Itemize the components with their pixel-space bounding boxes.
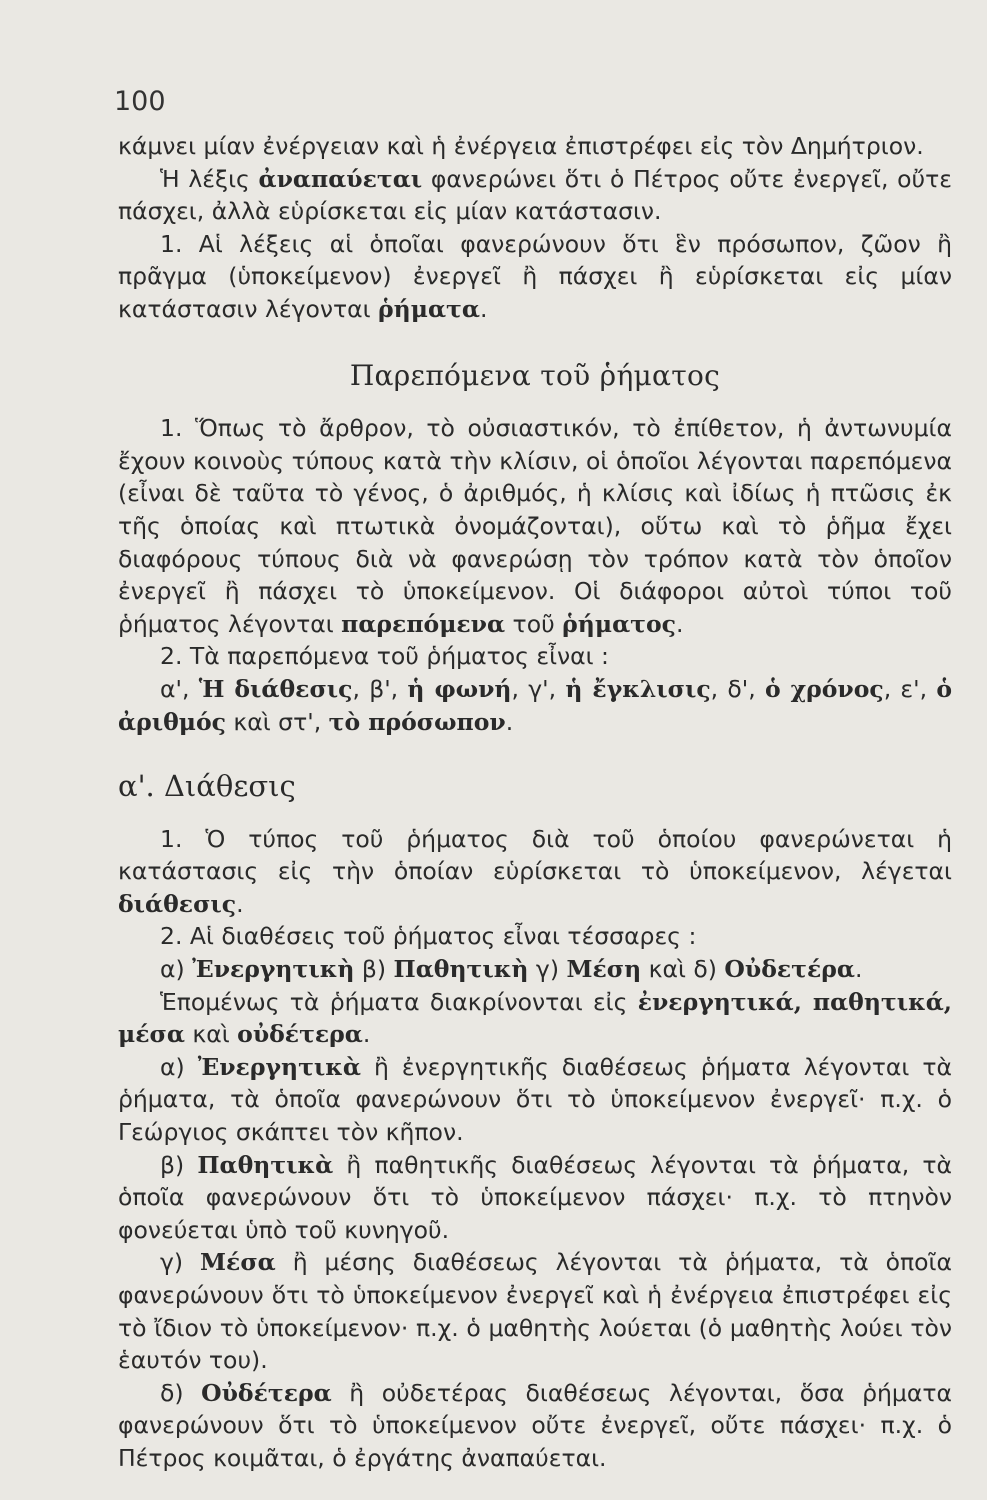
page-body: [118, 130, 952, 1475]
diathesis-list: α) Ἐνεργητικὴ β) Παθητικὴ γ) Μέση καὶ δ) Οὐδετέρα.: [160, 955, 863, 984]
page-number: 100: [114, 86, 166, 117]
item-oudetera: δ) Οὐδέτερα ἢ οὐδετέρας διαθέσεως λέγονται, ὅσα ῥήματα φανερώνουν ὅτι τὸ ὑποκείμενον οὔτε ἐνεργεῖ, οὔτε πάσχει· π.χ. ὁ Πέτρος κοιμᾶται, ὁ ἐργάτης ἀναπαύεται.: [118, 1378, 952, 1472]
item-pathetika: β) Παθητικὰ ἢ παθητικῆς διαθέσεως λέγονται τὰ ῥήματα, τὰ ὁποῖα φανερώνουν ὅτι τὸ ὑποκείμενον πάσχει· π.χ. τὸ πτηνὸν φονεύεται ὑπὸ τοῦ κυνηγοῦ.: [118, 1150, 953, 1244]
paragraph-diathesis-1: 1. Ὁ τύπος τοῦ ῥήματος διὰ τοῦ ὁποίου φανερώνεται ἡ κατάστασις εἰς τὴν ὁποίαν εὑρίσκεται τὸ ὑποκείμενον, λέγεται διάθεσις.: [118, 824, 952, 918]
item-mesa: γ) Μέσα ἢ μέσης διαθέσεως λέγονται τὰ ῥήματα, τὰ ὁποῖα φανερώνουν ὅτι τὸ ὑποκείμενον ἐνεργεῖ καὶ ἡ ἐνέργεια ἐπιστρέφει εἰς τὸ ἴδιον τὸ ὑποκείμενον· π.χ. ὁ μαθητὴς λούεται (ὁ μαθητὴς λούει τὸν ἑαυτόν του).: [118, 1248, 952, 1375]
section-heading-parepomena: Παρεπόμενα τοῦ ῥήματος: [349, 358, 721, 392]
definition-rhema: 1. Αἱ λέξεις αἱ ὁποῖαι φανερώνουν ὅτι ἓν πρόσωπον, ζῶον ἢ πρᾶγμα (ὑποκείμενον) ἐνεργεῖ ἢ πάσχει ἢ εὑρίσκεται εἰς μίαν κατάστασιν λέγονται ῥήματα.: [118, 229, 952, 323]
section-heading-diathesis: α'. Διάθεσις: [118, 769, 296, 804]
intro-paragraph: κάμνει μίαν ἐνέργειαν καὶ ἡ ἐνέργεια ἐπιστρέφει εἰς τὸν Δημήτριον.: [118, 132, 924, 160]
paragraph-diathesis-2: 2. Αἱ διαθέσεις τοῦ ῥήματος εἶναι τέσσαρες :: [160, 922, 697, 951]
paragraph-lexis: Ἡ λέξις ἀναπαύεται φανερώνει ὅτι ὁ Πέτρος οὔτε ἐνεργεῖ, οὔτε πάσχει, ἀλλὰ εὑρίσκεται εἰς μίαν κατάστασιν.: [118, 164, 952, 226]
item-energetika: α) Ἐνεργητικὰ ἢ ἐνεργητικῆς διαθέσεως ῥήματα λέγονται τὰ ῥήματα, τὰ ὁποῖα φανερώνουν ὅτι τὸ ὑποκείμενον ἐνεργεῖ· π.χ. ὁ Γεώργιος σκάπτει τὸν κῆπον.: [118, 1052, 952, 1147]
paragraph-diathesis-3: Ἑπομένως τὰ ῥήματα διακρίνονται εἰς ἐνεργητικά, παθητικά, μέσα καὶ οὐδέτερα.: [118, 987, 952, 1049]
paragraph-parepomena-2: 2. Τὰ παρεπόμενα τοῦ ῥήματος εἶναι :: [160, 642, 609, 671]
paragraph-parepomena-1: 1. Ὅπως τὸ ἄρθρον, τὸ οὐσιαστικόν, τὸ ἐπίθετον, ἡ ἀντωνυμία ἔχουν κοινοὺς τύπους κατὰ τὴν κλίσιν, οἱ ὁποῖοι λέγονται παρεπόμενα (εἶναι δὲ ταῦτα τὸ γένος, ὁ ἀριθμός, ἡ κλίσις καὶ ἰδίως ἡ πτῶσις ἐκ τῆς ὁποίας καὶ πτωτικὰ ὀνομάζονται), οὕτω καὶ τὸ ῥῆμα ἔχει διαφόρους τύπους διὰ νὰ φανερώσῃ τὸν τρόπον κατὰ τὸν ὁποῖον ἐνεργεῖ ἢ πάσχει τὸ ὑποκείμενον. Οἱ διάφοροι αὐτοὶ τύποι τοῦ ῥήματος λέγονται παρεπόμενα τοῦ ῥήματος.: [118, 414, 952, 638]
parepomena-list: α', Ἡ διάθεσις, β', ἡ φωνή, γ', ἡ ἔγκλισις, δ', ὁ χρόνος, ε', ὁ ἀριθμός καὶ στ', τὸ πρόσωπον.: [118, 674, 953, 736]
